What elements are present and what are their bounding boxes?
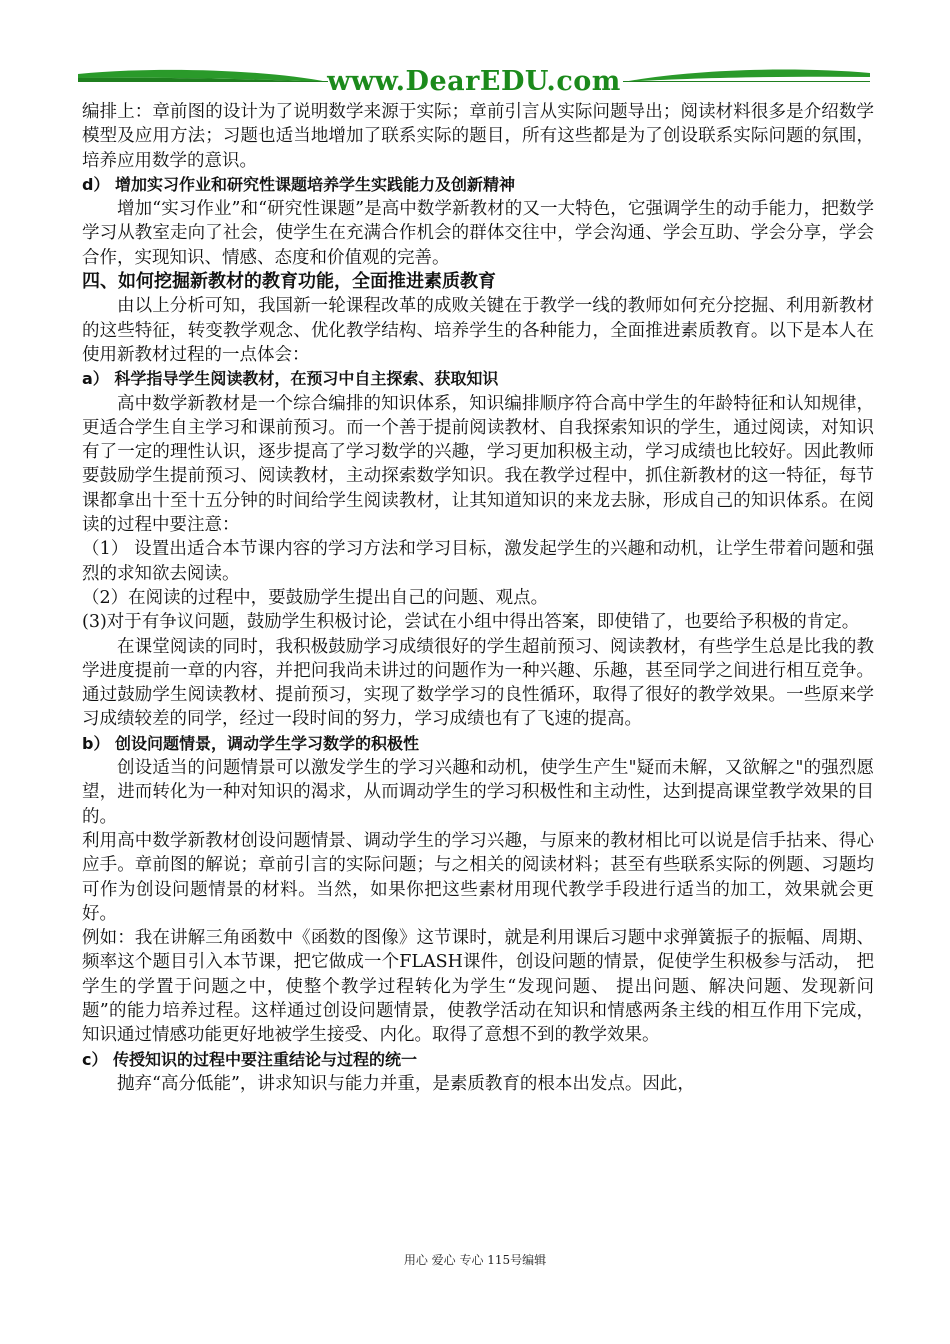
section-heading-a: a） 科学指导学生阅读教材，在预习中自主探索、获取知识 [82,369,499,389]
section-heading-d: d） 增加实习作业和研究性课题培养学生实践能力及创新精神 [82,174,516,194]
list-item: （1） 设置出适合本节课内容的学习方法和学习目标，激发起学生的兴趣和动机，让学生带着问题和强烈的求知欲去阅读。 [82,539,874,584]
section-heading-c: c） 传授知识的过程中要注重结论与过程的统一 [82,1049,418,1069]
body-paragraph: 高中数学新教材是一个综合编排的知识体系，知识编排顺序符合高中学生的年龄特征和认知规律，更适合学生自主学习和课前预习。而一个善于提前阅读教材、自我探索知识的学生，通过阅读，对知识有了一定的理性认识，逐步提高了学习数学的兴趣，学习更加积极主动，学习成绩也比较好。因此教师要鼓励学生提前预习、阅读教材，主动探索数学知识。我在教学过程中，抓住新教材的这一特征，每节课都拿出十至十五分钟的时间给学生阅读教材，让其知道知识的来龙去脉，形成自己的知识体系。在阅读的过程中要注意： [82,393,874,536]
body-paragraph: 编排上：章前图的设计为了说明数学来源于实际；章前引言从实际问题导出；阅读材料很多是介绍数学模型及应用方法；习题也适当地增加了联系实际的题目，所有这些都是为了创设联系实际问题的氛围，培养应用数学的意识。 [82,102,874,171]
page-footer: 用心 爱心 专心 115号编辑 [403,1253,547,1267]
document-body [82,100,874,1096]
site-header [78,60,870,100]
list-item: (3)对于有争议问题，鼓励学生积极讨论，尝试在小组中得出答案，即使错了，也要给予积极的肯定。 [82,612,860,633]
chapter-heading-four: 四、如何挖掘新教材的教育功能，全面推进素质教育 [82,271,496,293]
body-paragraph: 例如：我在讲解三角函数中《函数的图像》这节课时，就是利用课后习题中求弹簧振子的振幅、周期、频率这个题目引入本节课，把它做成一个FLASH课件，创设问题的情景，促使学生积极参与活动， 把学生的学置于问题之中，使整个教学过程转化为学生“发现问题、 提出问题、解决问题、发现新问题”的能力培养过程。这样通过创设问题情景，使教学活动在知识和情感两条主线的相互作用下完成，知识通过情感功能更好地被学生接受、内化。取得了意想不到的教学效果。 [82,928,874,1046]
body-paragraph: 在课堂阅读的同时，我积极鼓励学习成绩很好的学生超前预习、阅读教材，有些学生总是比我的教学进度提前一章的内容，并把问我尚未讲过的问题作为一种兴趣、乐趣，甚至同学之间进行相互竞争。通过鼓励学生阅读教材、提前预习，实现了数学学习的良性循环，取得了很好的教学效果。一些原来学习成绩较差的同学，经过一段时间的努力，学习成绩也有了飞速的提高。 [82,636,874,730]
body-paragraph: 创设适当的问题情景可以激发学生的学习兴趣和动机，使学生产生"疑而未解，又欲解之"的强烈愿望，进而转化为一种对知识的渴求，从而调动学生的学习积极性和主动性，达到提高课堂教学效果的目的。 [82,758,874,827]
body-paragraph: 由以上分析可知，我国新一轮课程改革的成败关键在于教学一线的教师如何充分挖掘、利用新教材的这些特征，转变教学观念、优化教学结构、培养学生的各种能力，全面推进素质教育。以下是本人在使用新教材过程的一点体会： [82,296,874,365]
body-paragraph: 利用高中数学新教材创设问题情景、调动学生的学习兴趣，与原来的教材相比可以说是信手拈来、得心应手。章前图的解说；章前引言的实际问题；与之相关的阅读材料；甚至有些联系实际的例题、习题均可作为创设问题情景的材料。当然，如果你把这些素材用现代教学手段进行适当的加工，效果就会更好。 [82,830,874,924]
site-logo[interactable]: www.DearEDU.com [327,66,621,97]
body-paragraph: 增加“实习作业”和“研究性课题”是高中数学新教材的又一大特色，它强调学生的动手能力，把数学学习从教室走向了社会，使学生在充满合作机会的群体交往中，学会沟通、学会互助、学会分享，学会合作，实现知识、情感、态度和价值观的完善。 [82,199,874,268]
section-heading-b: b） 创设问题情景，调动学生学习数学的积极性 [82,733,420,753]
body-paragraph: 抛弃“高分低能”，讲求知识与能力并重，是素质教育的根本出发点。因此， [117,1073,695,1094]
list-item: （2）在阅读的过程中，要鼓励学生提出自己的问题、观点。 [82,587,549,608]
